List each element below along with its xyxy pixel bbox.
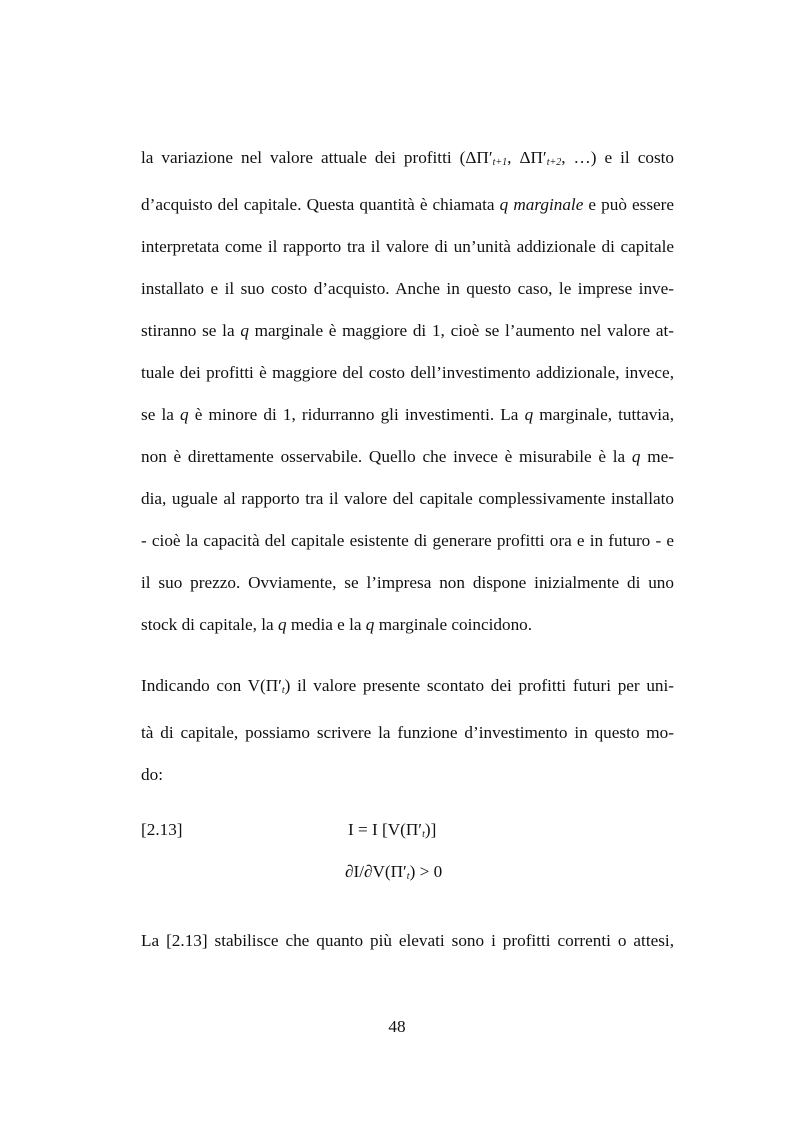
equation-label: [2.13] (141, 820, 183, 839)
paragraph-marginal-q (141, 137, 674, 646)
text-line: d’acquisto del capitale. Questa quantità è chiamata q marginale e può essere (141, 195, 674, 214)
text-line: - cioè la capacità del capitale esistente di generare profitti ora e in futuro - e (141, 531, 674, 550)
text-line: tà di capitale, possiamo scrivere la funzione d’investimento in questo mo- (141, 723, 674, 742)
text-line: stock di capitale, la q media e la q marginale coincidono. (141, 615, 533, 634)
paragraph-conclusion (141, 920, 674, 962)
text-line: tuale dei profitti è maggiore del costo dell’investimento addizionale, invece, (141, 363, 674, 382)
equation-investment: I = I $[V(\Pi'_t)]$ (348, 820, 437, 840)
text-line: Indicando con $V(\Pi'_t)$ il valore presente scontato dei profitti futuri per uni- (141, 676, 674, 696)
text-line: il suo prezzo. Ovviamente, se l’impresa non dispone inizialmente di uno (141, 573, 674, 592)
text-line: la variazione nel valore attuale dei profitti ($\Delta\Pi'_{t+1}$, $\Delta\Pi'_{t+2}$, …) e il costo (141, 148, 674, 168)
text-line: La [2.13] stabilisce che quanto più elevati sono i profitti correnti o attesi, (141, 931, 674, 950)
text-line: do: (141, 765, 163, 784)
text-line: se la q è minore di 1, ridurranno gli investimenti. La q marginale, tuttavia, (141, 405, 674, 424)
text-line: non è direttamente osservabile. Quello che invece è misurabile è la q me- (141, 447, 674, 466)
page-number: 48 (388, 1017, 406, 1036)
text-line: stiranno se la q marginale è maggiore di 1, cioè se l’aumento nel valore at- (141, 321, 674, 340)
text-line: dia, uguale al rapporto tra il valore del capitale complessivamente installato (141, 489, 674, 508)
paragraph-investment-function (141, 665, 674, 796)
text-line: interpretata come il rapporto tra il valore di un’unità addizionale di capitale (141, 237, 674, 256)
text-line: installato e il suo costo d’acquisto. Anche in questo caso, le imprese inve- (141, 279, 674, 298)
equation-derivative: $\partial I/\partial V(\Pi'_t) > 0$ (345, 862, 443, 882)
